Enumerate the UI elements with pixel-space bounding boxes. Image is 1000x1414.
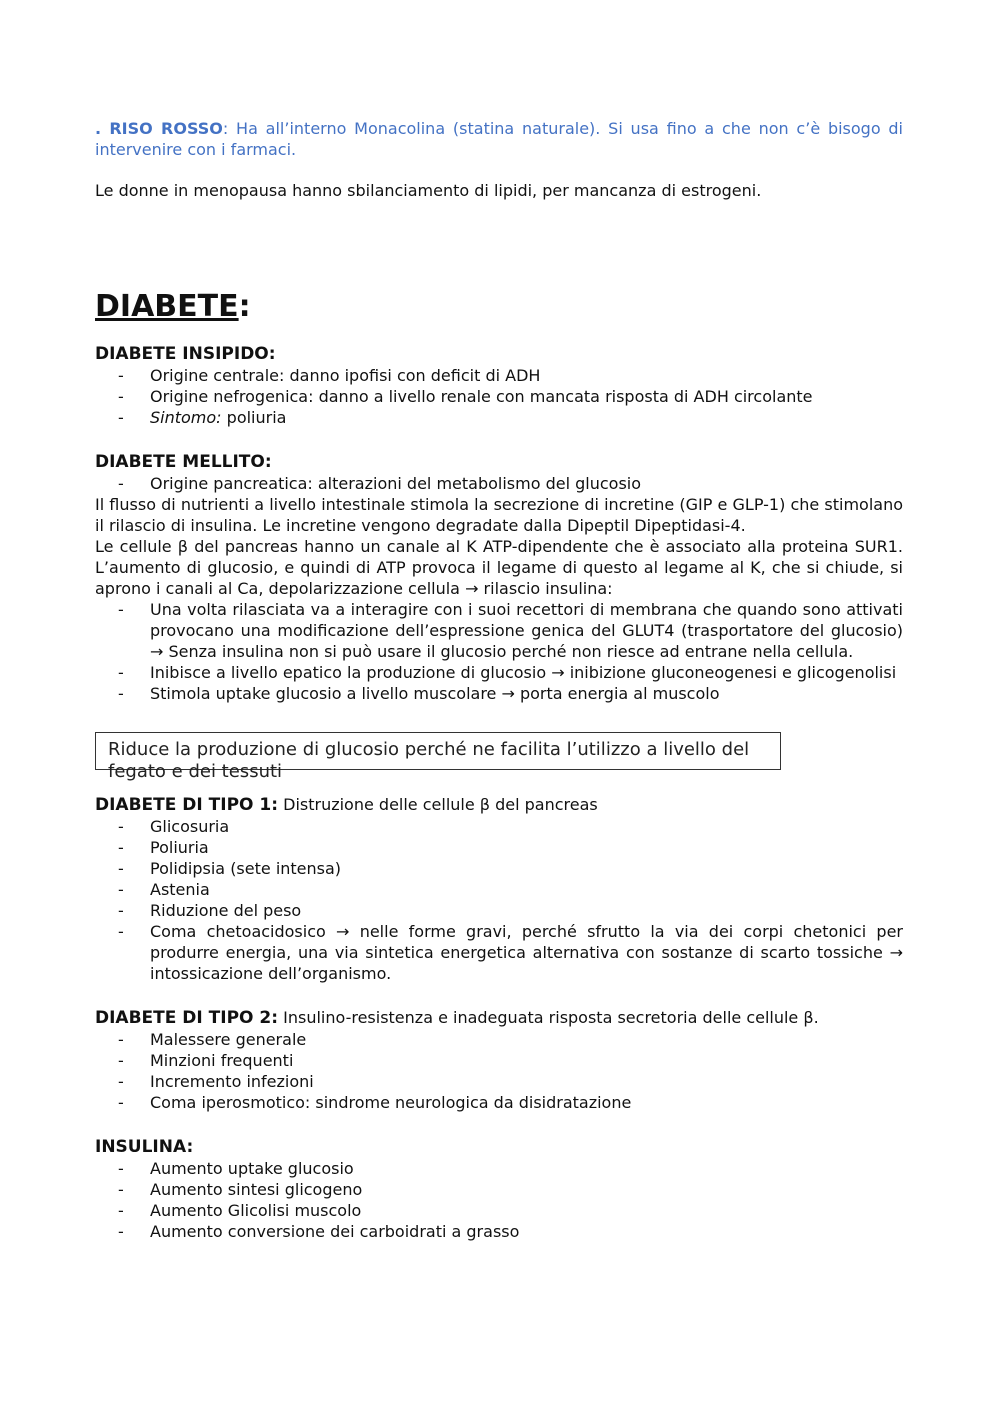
insipido-heading: DIABETE INSIPIDO:: [95, 344, 276, 364]
sintomo-label: Sintomo:: [150, 408, 222, 427]
insulina-list: [95, 1158, 903, 1242]
list-item: - Origine nefrogenica: danno a livello renale con mancata risposta di ADH circolante: [118, 387, 813, 406]
list-item: - Coma iperosmotico: sindrome neurologica da disidratazione: [118, 1093, 632, 1112]
tipo2-list: [95, 1029, 903, 1113]
list-item: - Aumento conversione dei carboidrati a grasso: [118, 1222, 520, 1241]
list-item: - Origine centrale: danno ipofisi con deficit di ADH: [118, 366, 541, 385]
insipido-list: [95, 365, 903, 428]
list-item: - Malessere generale: [118, 1030, 307, 1049]
list-item: - Poliuria: [118, 838, 209, 857]
cellule-beta-paragraph: Le cellule β del pancreas hanno un canale al K ATP-dipendente che è associato alla proteina SUR1. L’aumento di glucosio, e quindi di ATP provoca il legame di questo al legame al K, che si chiude, si aprono i canali al Ca, depolarizzazione cellula → rilascio insulina:: [95, 537, 903, 598]
riso-rosso-label: . RISO ROSSO: [95, 119, 223, 138]
page-title: [95, 289, 903, 325]
mellito-origin-list: [95, 473, 903, 494]
tipo2-description: Insulino-resistenza e inadeguata risposta secretoria delle cellule β.: [278, 1008, 819, 1027]
list-item: - Aumento sintesi glicogeno: [118, 1180, 363, 1199]
list-item: - Polidipsia (sete intensa): [118, 859, 342, 878]
list-item: - Aumento Glicolisi muscolo: [118, 1201, 362, 1220]
title-colon: :: [238, 289, 251, 324]
list-item: - Coma chetoacidosico → nelle forme gravi, perché sfrutto la via dei corpi chetonici per produrre energia, una via sintetica energetica alternativa con sostanze di scarto tossiche → intossicazione dell’organismo.: [118, 922, 903, 983]
insulina-heading: INSULINA:: [95, 1137, 194, 1157]
mellito-effects-list: [95, 599, 903, 704]
document-page: [95, 118, 903, 1242]
list-item: - Origine pancreatica: alterazioni del metabolismo del glucosio: [118, 474, 642, 493]
tipo1-description: Distruzione delle cellule β del pancreas: [278, 795, 598, 814]
title-word: DIABETE: [95, 289, 239, 324]
list-item: - Riduzione del peso: [118, 901, 302, 920]
riso-rosso-paragraph: [95, 118, 903, 160]
list-item: - Una volta rilasciata va a interagire con i suoi recettori di membrana che quando sono attivati provocano una modificazione dell’espressione genica del GLUT4 (trasportatore del glucosio) → Senza insulina non si può usare il glucosio perché non riesce ad entrane nella cellula.: [118, 600, 903, 661]
list-item: - Inibisce a livello epatico la produzione di glucosio → inibizione gluconeogenesi e glicogenolisi: [118, 663, 897, 682]
note-text-box: [95, 732, 781, 782]
tipo1-heading: DIABETE DI TIPO 1: Distruzione delle cellule β del pancreas: [95, 795, 598, 815]
list-item: - Incremento infezioni: [118, 1072, 314, 1091]
note-text: Riduce la produzione di glucosio perché ne facilita l’utilizzo a livello del fegato e dei tessuti: [108, 739, 750, 782]
list-item: - Aumento uptake glucosio: [118, 1159, 354, 1178]
mellito-heading: DIABETE MELLITO:: [95, 452, 272, 472]
tipo1-list: [95, 816, 903, 984]
tipo2-heading: DIABETE DI TIPO 2: Insulino-resistenza e inadeguata risposta secretoria delle cellule β.: [95, 1008, 819, 1028]
menopausa-paragraph: Le donne in menopausa hanno sbilanciamento di lipidi, per mancanza di estrogeni.: [95, 181, 762, 200]
incretine-paragraph: Il flusso di nutrienti a livello intestinale stimola la secrezione di incretine (GIP e GLP-1) che stimolano il rilascio di insulina. Le incretine vengono degradate dalla Dipeptil Dipeptidasi-4.: [95, 495, 903, 535]
list-item: - Minzioni frequenti: [118, 1051, 294, 1070]
list-item: - Glicosuria: [118, 817, 230, 836]
list-item: - Stimola uptake glucosio a livello muscolare → porta energia al muscolo: [118, 684, 720, 703]
riso-rosso-text: : Ha all’interno Monacolina (statina naturale). Si usa fino a che non c’è bisogo di intervenire con i farmaci.: [95, 119, 904, 159]
list-item: - Astenia: [118, 880, 210, 899]
list-item: - Sintomo: poliuria: [118, 408, 287, 427]
